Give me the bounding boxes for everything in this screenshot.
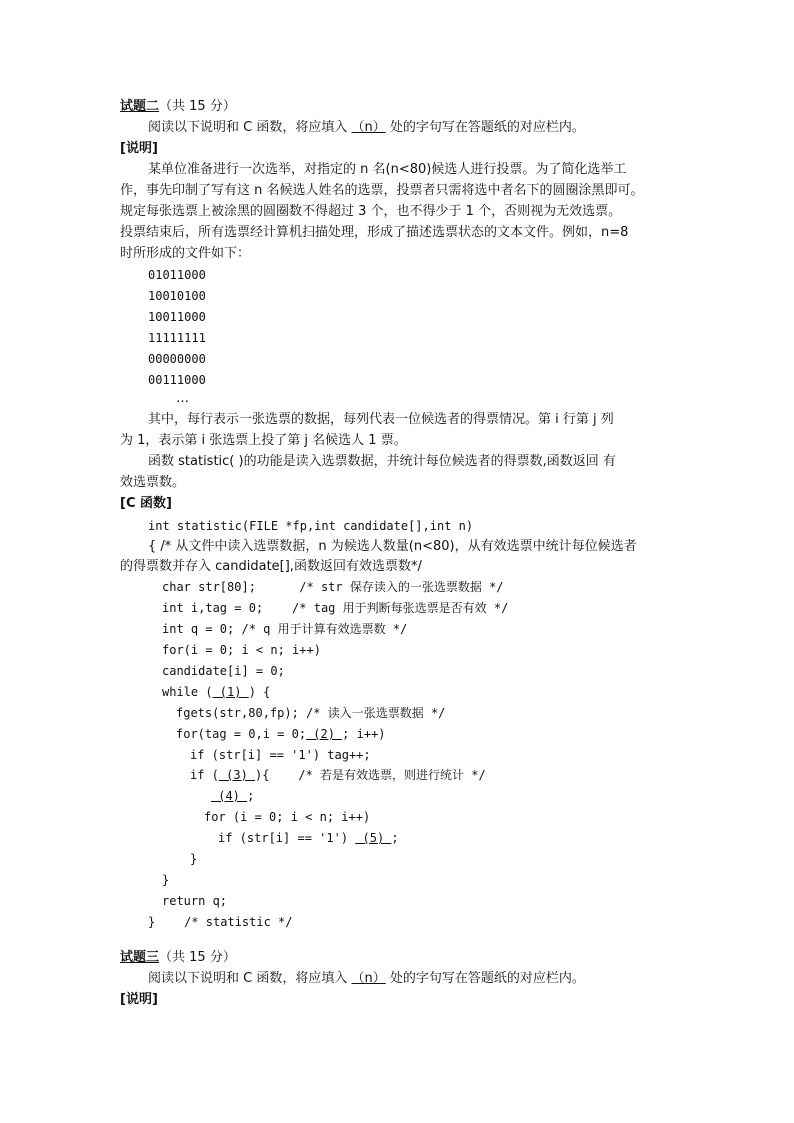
- ballot-ellipsis: …: [176, 391, 189, 406]
- code-line: }: [190, 852, 198, 866]
- code-comment: 的得票数并存入 candidate[],函数返回有效选票数*/: [120, 559, 422, 574]
- q2-score: （共 15 分）: [159, 99, 236, 114]
- blank-4: (4): [211, 789, 248, 803]
- after-line: 效选票数。: [120, 475, 186, 490]
- code-line: for(tag = 0,i = 0; (2) ; i++): [176, 727, 386, 741]
- code-comment: { /* 从文件中读入选票数据，n 为候选人数量(n<80)，从有效选票中统计每位候选者: [148, 539, 637, 554]
- q3-score: （共 15 分）: [159, 950, 236, 965]
- code-line: for (i = 0; i < n; i++): [204, 810, 371, 824]
- q3-title: 试题三: [120, 950, 160, 965]
- ballot-row: 00000000: [148, 352, 206, 366]
- after-line: 其中，每行表示一张选票的数据，每列代表一位候选者的得票情况。第 i 行第 j 列: [148, 412, 614, 427]
- code-line: if ( (3) ){ /* 若是有效选票，则进行统计 */: [190, 768, 486, 782]
- code-line: int q = 0; /* q 用于计算有效选票数 */: [162, 622, 408, 636]
- code-line: int i,tag = 0; /* tag 用于判断每张选票是否有效 */: [162, 601, 509, 615]
- q3-intro: 阅读以下说明和 C 函数，将应填入 （n） 处的字句写在答题纸的对应栏内。: [148, 971, 585, 986]
- q2-intro: 阅读以下说明和 C 函数，将应填入 （n） 处的字句写在答题纸的对应栏内。: [148, 120, 585, 135]
- blank-2: (2): [306, 727, 343, 741]
- code-signature: int statistic(FILE *fp,int candidate[],int n): [148, 519, 474, 533]
- code-line: while ( (1) ) {: [162, 685, 271, 699]
- q3-explain-heading: [说明]: [120, 992, 158, 1007]
- ballot-row: 01011000: [148, 268, 206, 282]
- code-line: (4) ;: [211, 789, 255, 803]
- explain-line: 作，事先印制了写有这 n 名候选人姓名的选票，投票者只需将选中者名下的圆圈涂黑即可。: [120, 183, 644, 198]
- code-line: fgets(str,80,fp); /* 读入一张选票数据 */: [176, 706, 446, 720]
- ballot-row: 11111111: [148, 331, 206, 345]
- after-line: 函数 statistic( )的功能是读入选票数据，并统计每位候选者的得票数,函数返回 有: [148, 454, 616, 469]
- code-line: if (str[i] == '1') (5) ;: [218, 831, 399, 845]
- q3-header: [120, 948, 236, 967]
- code-line: }: [162, 873, 170, 887]
- blank-3: (3): [218, 768, 256, 782]
- code-line: return q;: [162, 894, 228, 908]
- explain-line: 时所形成的文件如下：: [120, 246, 251, 261]
- code-line: for(i = 0; i < n; i++): [162, 643, 321, 657]
- q2-title: 试题二: [120, 99, 160, 114]
- q2-intro-blank: （n）: [351, 120, 386, 135]
- code-line: char str[80]; /* str 保存读入的一张选票数据 */: [162, 580, 504, 594]
- ballot-row: 00111000: [148, 373, 206, 387]
- code-line: } /* statistic */: [148, 915, 293, 929]
- explain-line: 投票结束后，所有选票经计算机扫描处理，形成了描述选票状态的文本文件。例如，n=8: [120, 225, 629, 240]
- code-line: candidate[i] = 0;: [162, 664, 285, 678]
- explain-line: 某单位准备进行一次选举，对指定的 n 名(n<80)候选人进行投票。为了简化选举工: [148, 162, 627, 177]
- q2-explain-heading: [说明]: [120, 141, 158, 156]
- q3-intro-blank: （n）: [351, 971, 386, 986]
- ballot-row: 10011000: [148, 310, 206, 324]
- ballot-row: 10010100: [148, 289, 206, 303]
- explain-line: 规定每张选票上被涂黑的圆圈数不得超过 3 个，也不得少于 1 个，否则视为无效选票。: [120, 204, 622, 219]
- after-line: 为 1，表示第 i 张选票上投了第 j 名候选人 1 票。: [120, 433, 407, 448]
- q2-header: [120, 97, 236, 116]
- blank-1: (1): [212, 685, 249, 699]
- func-heading: [C 函数]: [120, 496, 172, 511]
- code-line: if (str[i] == '1') tag++;: [190, 748, 371, 762]
- blank-5: (5): [355, 831, 392, 845]
